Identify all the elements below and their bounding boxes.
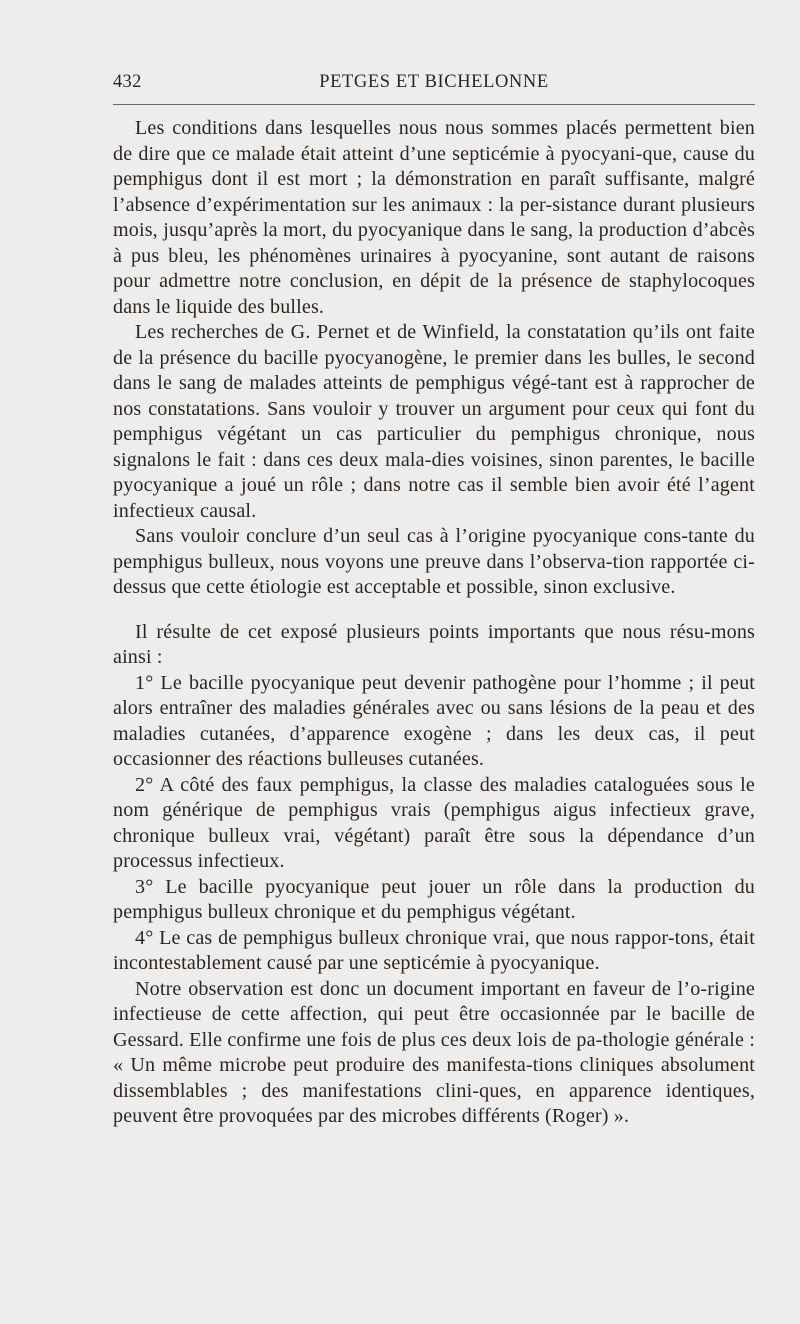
paragraph-final-observation: Notre observation est donc un document important en faveur de l’o-rigine infectieuse de cette affection, qui peut être occasionnée par le bacille de Gessard. Elle confirme une fois de plus ces deux lois de pa-thologie générale : « Un même microbe peut produire des manifesta-tions cliniques absolument dissemblables ; des manifestations clini-ques, en apparence identiques, peuvent être provoquées par des microbes différents (Roger) ».	[113, 977, 755, 1127]
paragraph-etiology: Sans vouloir conclure d’un seul cas à l’origine pyocyanique cons-tante du pemphigus bulleux, nous voyons une preuve dans l’observa-tion rapportée ci-dessus que cette étiologie est acceptable et possible, sinon exclusive.	[113, 525, 755, 598]
paragraph-septicemia: Les conditions dans lesquelles nous nous sommes placés permettent bien de dire que ce malade était atteint d’une septicémie à pyocyani-que, cause du pemphigus dont il est mort ; la démonstration en paraît suffisante, malgré l’absence d’expérimentation sur les animaux : la per-sistance durant plusieurs mois, jusqu’après la mort, du pyocyanique dans le sang, la production d’abcès à pus bleu, les phénomènes urinaires à pyocyanine, sont autant de raisons pour admettre notre conclusion, en dépit de la présence de staphylocoques dans le liquide des bulles.	[113, 117, 755, 318]
running-title: PETGES ET BICHELONNE	[319, 72, 549, 92]
page-header	[113, 70, 755, 102]
conclusion-point-3: 3° Le bacille pyocyanique peut jouer un rôle dans la production du pemphigus bulleux chronique et du pemphigus végétant.	[113, 875, 755, 923]
paragraph-summary-intro: Il résulte de cet exposé plusieurs points importants que nous résu-mons ainsi :	[113, 620, 755, 668]
conclusion-point-1: 1° Le bacille pyocyanique peut devenir pathogène pour l’homme ; il peut alors entraîner des maladies générales avec ou sans lésions de la peau et des maladies cutanées, d’apparence exogène ; dans les deux cas, il peut occasionner des réactions bulleuses cutanées.	[113, 671, 755, 770]
page-number: 432	[113, 72, 142, 92]
header-rule	[113, 104, 755, 105]
body-text	[113, 116, 755, 1130]
conclusion-point-4: 4° Le cas de pemphigus bulleux chronique vrai, que nous rappor-tons, était incontestablement causé par une septicémie à pyocyanique.	[113, 926, 755, 974]
paragraph-pernet-winfield: Les recherches de G. Pernet et de Winfield, la constatation qu’ils ont faite de la présence du bacille pyocyanogène, le premier dans les bulles, le second dans le sang de malades atteints de pemphigus végé-tant est à rapprocher de nos constatations. Sans vouloir y trouver un argument pour ceux qui font du pemphigus végétant un cas particulier du pemphigus chronique, nous signalons le fait : dans ces deux mala-dies voisines, sinon parentes, le bacille pyocyanique a joué un rôle ; dans notre cas il semble bien avoir été l’agent infectieux causal.	[113, 321, 755, 522]
conclusion-point-2: 2° A côté des faux pemphigus, la classe des maladies cataloguées sous le nom générique de pemphigus vrais (pemphigus aigus infectieux grave, chronique bulleux vrai, végétant) paraît être sous la dépendance d’un processus infectieux.	[113, 773, 755, 872]
